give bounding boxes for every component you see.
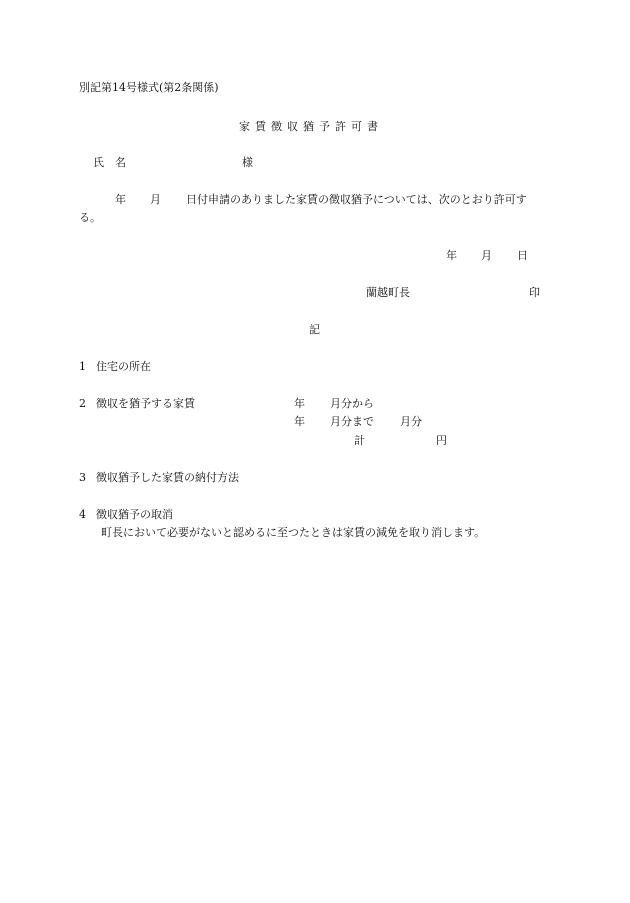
issuer-name: 蘭越町長 xyxy=(366,286,410,299)
item1-number: 1 xyxy=(79,360,86,373)
item3-label: 徴収猶予した家賃の納付方法 xyxy=(96,471,239,484)
item4-text: 町長において必要がないと認めるに至つたときは家賃の減免を取り消します。 xyxy=(101,526,486,539)
item2-to-year: 年 xyxy=(294,415,305,428)
issue-month: 月 xyxy=(481,249,492,262)
document-title: 家賃徴収猶予許可書 xyxy=(239,120,383,133)
item2-from-year: 年 xyxy=(294,397,305,410)
issue-year: 年 xyxy=(446,249,457,262)
item2-number: 2 xyxy=(79,397,86,410)
seal-mark: 印 xyxy=(529,286,540,299)
item4-number: 4 xyxy=(79,508,86,521)
issue-day: 日 xyxy=(517,249,528,262)
body-month: 月 xyxy=(150,193,161,206)
item2-label: 徴収を猶予する家賃 xyxy=(96,397,195,410)
name-label: 氏 名 xyxy=(93,156,126,169)
body-text-line1: 日付申請のありました家賃の徴収猶予については、次のとおり許可す xyxy=(186,193,527,206)
form-number: 別記第14号様式(第2条関係) xyxy=(79,81,219,94)
item2-month-count: 月分 xyxy=(400,415,422,428)
item2-from-month: 月分から xyxy=(330,397,374,410)
body-year: 年 xyxy=(115,193,126,206)
item4-label: 徴収猶予の取消 xyxy=(96,508,173,521)
item1-label: 住宅の所在 xyxy=(96,360,151,373)
item3-number: 3 xyxy=(79,471,86,484)
item2-to-month: 月分まで xyxy=(330,415,374,428)
item2-yen: 円 xyxy=(436,434,447,447)
honorific: 様 xyxy=(242,156,253,169)
item2-total-label: 計 xyxy=(354,434,365,447)
ki-heading: 記 xyxy=(309,323,320,336)
body-text-line2: る。 xyxy=(79,211,101,224)
